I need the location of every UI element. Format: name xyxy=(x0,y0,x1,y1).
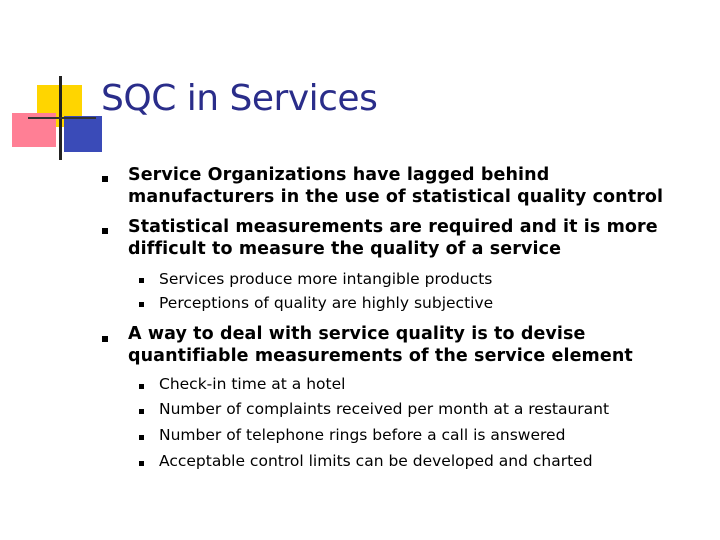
bullet-2-sub-1: Services produce more intangible products xyxy=(159,270,493,288)
bullet-3-sub-1-marker xyxy=(139,384,144,389)
bullet-3-sub-4-marker xyxy=(139,461,144,466)
bullet-2-line-1: Statistical measurements are required and it is more xyxy=(128,217,658,237)
bullet-3-sub-3: Number of telephone rings before a call is answered xyxy=(159,426,566,444)
bullet-3-marker xyxy=(102,336,108,342)
slide-title: SQC in Services xyxy=(101,78,378,119)
bullet-1-line-1: Service Organizations have lagged behind xyxy=(128,165,550,185)
bullet-2-sub-2: Perceptions of quality are highly subjective xyxy=(159,294,494,312)
bullet-2-marker xyxy=(102,228,108,234)
bullet-3-sub-2-marker xyxy=(139,409,144,414)
bullet-2-sub-2-marker xyxy=(139,302,144,307)
bullet-3-sub-1: Check-in time at a hotel xyxy=(159,375,346,393)
bullet-3-line-2: quantifiable measurements of the service element xyxy=(128,346,633,366)
bullet-2-sub-1-marker xyxy=(139,278,144,283)
bullet-3-sub-3-marker xyxy=(139,435,144,440)
bullet-1-line-2: manufacturers in the use of statistical quality control xyxy=(128,187,664,207)
bullet-1-marker xyxy=(102,176,108,182)
bullet-3-sub-4: Acceptable control limits can be developed and charted xyxy=(159,452,593,470)
bullet-3-line-1: A way to deal with service quality is to devise xyxy=(128,324,586,344)
bullet-2-line-2: difficult to measure the quality of a service xyxy=(128,239,562,259)
bullet-3-sub-2: Number of complaints received per month at a restaurant xyxy=(159,400,610,418)
